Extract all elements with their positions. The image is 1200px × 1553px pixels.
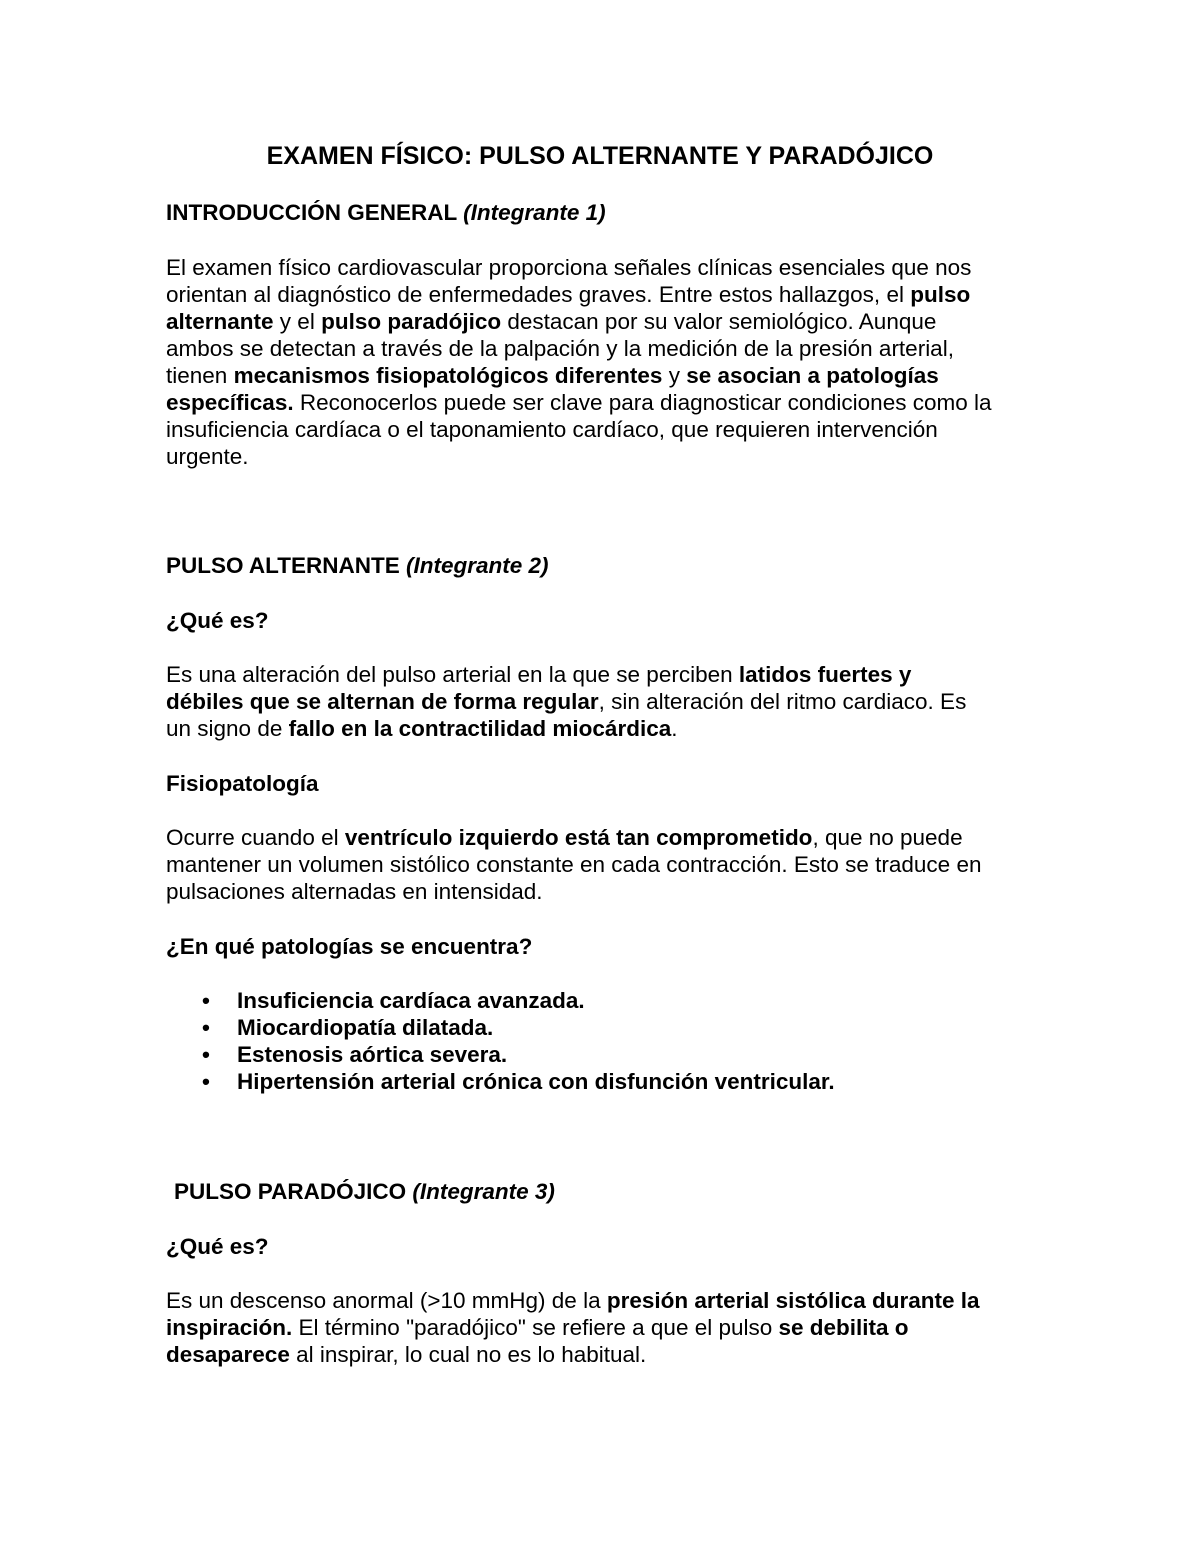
text-run: destacan por su valor semiológico. Aunque — [501, 309, 937, 334]
bullet-icon: • — [202, 1042, 210, 1067]
bold-text: pulso — [910, 282, 971, 307]
text-run: mantener un volumen sistólico constante en cada contracción. Esto se traduce en — [166, 852, 982, 877]
fisiopatologia-heading: Fisiopatología — [166, 771, 319, 796]
bold-text: pulso paradójico — [321, 309, 502, 334]
text-run: al inspirar, lo cual no es lo habitual. — [289, 1342, 647, 1367]
text-line — [166, 878, 1046, 905]
text-line — [166, 1287, 1046, 1314]
text-line — [166, 1341, 1046, 1368]
list-item-text: Miocardiopatía dilatada. — [237, 1015, 494, 1040]
bullet-icon: • — [202, 988, 210, 1013]
alternante-que-es-paragraph — [166, 661, 1046, 742]
fisiopatologia-paragraph — [166, 824, 1046, 905]
text-line — [166, 851, 1046, 878]
bold-text: latidos fuertes y — [738, 662, 912, 687]
text-line — [166, 824, 1046, 851]
paradojico-heading — [174, 1178, 1054, 1205]
list-item — [166, 1014, 835, 1041]
bold-text: ventrículo izquierdo está tan comprometido — [344, 825, 813, 850]
bold-text: mecanismos fisiopatológicos diferentes — [233, 363, 663, 388]
intro-member: (Integrante 1) — [463, 200, 606, 225]
bold-text: inspiración. — [166, 1315, 293, 1340]
text-run: Reconocerlos puede ser clave para diagnosticar condiciones como la — [293, 390, 992, 415]
bold-text: desaparece — [166, 1342, 290, 1367]
text-line — [166, 335, 1046, 362]
paradojico-member: (Integrante 3) — [412, 1179, 555, 1204]
alternante-heading — [166, 552, 1046, 579]
text-run: . — [671, 716, 678, 741]
list-item — [166, 1068, 835, 1095]
text-line — [166, 416, 1046, 443]
text-run: , que no puede — [812, 825, 963, 850]
text-run: El examen físico cardiovascular proporciona señales clínicas esenciales que nos — [166, 255, 972, 280]
bold-text: específicas. — [166, 390, 294, 415]
text-run: Es un descenso anormal (>10 mmHg) de la — [166, 1288, 607, 1313]
list-item-text: Insuficiencia cardíaca avanzada. — [237, 988, 585, 1013]
alternante-heading-text: PULSO ALTERNANTE — [166, 553, 400, 578]
bold-text: se debilita o — [778, 1315, 909, 1340]
text-run: ambos se detectan a través de la palpación y la medición de la presión arterial, — [166, 336, 954, 361]
text-line — [166, 362, 1046, 389]
text-run: El término "paradójico" se refiere a que el pulso — [292, 1315, 779, 1340]
patologias-list — [166, 987, 835, 1095]
bold-text: presión arterial sistólica durante la — [606, 1288, 980, 1313]
text-run: , sin alteración del ritmo cardiaco. Es — [598, 689, 967, 714]
text-line — [166, 688, 1046, 715]
text-run: orientan al diagnóstico de enfermedades graves. Entre estos hallazgos, el — [166, 282, 911, 307]
text-run: pulsaciones alternadas en intensidad. — [166, 879, 543, 904]
bullet-icon: • — [202, 1069, 210, 1094]
text-line — [166, 661, 1046, 688]
list-item-text: Estenosis aórtica severa. — [237, 1042, 508, 1067]
bold-text: fallo en la contractilidad miocárdica — [288, 716, 672, 741]
text-run: urgente. — [166, 444, 249, 469]
text-run: Es una alteración del pulso arterial en la que se perciben — [166, 662, 739, 687]
paradojico-heading-text: PULSO PARADÓJICO — [174, 1179, 407, 1204]
intro-paragraph — [166, 254, 1046, 470]
paradojico-que-es-paragraph — [166, 1287, 1046, 1368]
text-run: un signo de — [166, 716, 289, 741]
text-line — [166, 308, 1046, 335]
bullet-icon: • — [202, 1015, 210, 1040]
paradojico-que-es-heading: ¿Qué es? — [166, 1234, 269, 1259]
intro-heading-text: INTRODUCCIÓN GENERAL — [166, 200, 457, 225]
alternante-member: (Integrante 2) — [406, 553, 549, 578]
text-run: y el — [273, 309, 322, 334]
bold-text: se asocian a patologías — [686, 363, 939, 388]
text-line — [166, 443, 1046, 470]
text-line — [166, 254, 1046, 281]
text-line — [166, 281, 1046, 308]
intro-heading — [166, 199, 1046, 226]
text-run: y — [662, 363, 687, 388]
list-item — [166, 987, 835, 1014]
text-run: tienen — [166, 363, 234, 388]
bold-text: débiles que se alternan de forma regular — [166, 689, 599, 714]
text-line — [166, 389, 1046, 416]
document-title: EXAMEN FÍSICO: PULSO ALTERNANTE Y PARADÓJICO — [266, 142, 934, 170]
bold-text: alternante — [166, 309, 274, 334]
text-line — [166, 1314, 1046, 1341]
alternante-que-es-heading: ¿Qué es? — [166, 608, 269, 633]
text-run: Ocurre cuando el — [166, 825, 345, 850]
text-run: insuficiencia cardíaca o el taponamiento cardíaco, que requieren intervención — [166, 417, 938, 442]
list-item — [166, 1041, 835, 1068]
text-line — [166, 715, 1046, 742]
patologias-heading: ¿En qué patologías se encuentra? — [166, 934, 533, 959]
list-item-text: Hipertensión arterial crónica con disfunción ventricular. — [237, 1069, 835, 1094]
